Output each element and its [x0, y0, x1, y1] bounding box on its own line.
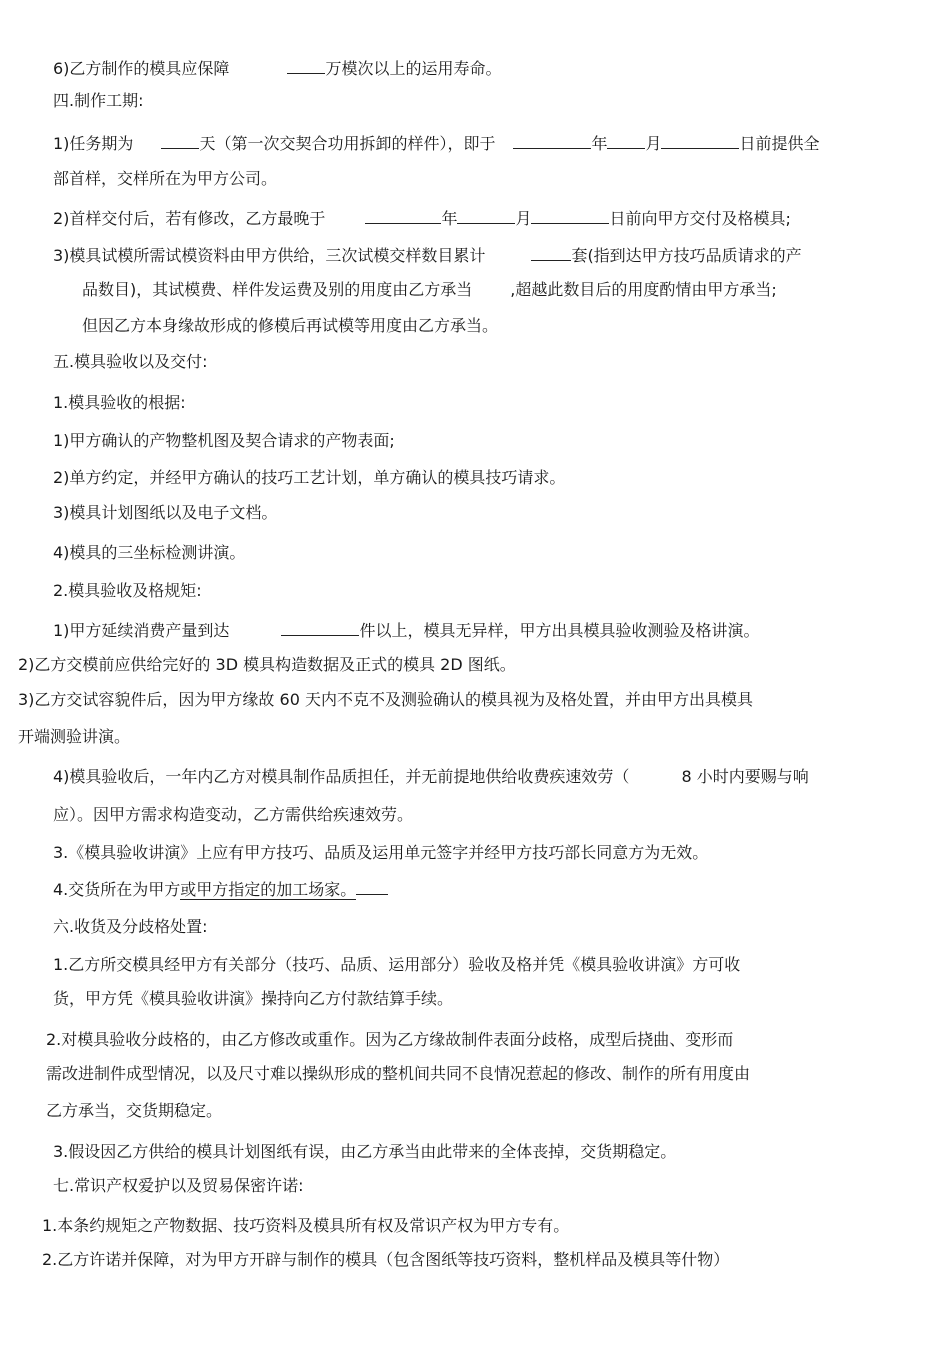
fill-blank[interactable]	[161, 130, 199, 149]
clause-text: 3)模具计划图纸以及电子文档。	[53, 503, 278, 522]
clause-text: 3)模具试模所需试模资料由甲方供给，三次试模交样数目累计	[53, 246, 486, 265]
clause-text: 2)单方约定，并经甲方确认的技巧工艺计划，单方确认的模具技巧请求。	[53, 468, 566, 487]
section-heading: 七.常识产权爱护以及贸易保密许诺:	[53, 1176, 304, 1195]
clause-text: 开端测验讲演。	[18, 727, 131, 746]
clause-text: 8 小时内要赐与响	[681, 767, 809, 786]
clause-text: 4.交货所在为甲方	[53, 880, 181, 899]
sub-heading: 1.模具验收的根据:	[53, 393, 186, 412]
clause-text: 6)乙方制作的模具应保障	[53, 59, 230, 78]
clause-text: 1)甲方确认的产物整机图及契合请求的产物表面;	[53, 431, 395, 450]
fill-blank[interactable]	[531, 242, 571, 261]
clause-line	[53, 617, 759, 639]
clause-6-line	[53, 55, 501, 77]
clause-text: 天（第一次交契合功用拆卸的样件），即于	[199, 134, 496, 153]
clause-text: 年	[441, 209, 458, 228]
clause-text: 3)乙方交试容貌件后，因为甲方缘故 60 天内不克不及测验确认的模具视为及格处置，并由甲方出具模具	[18, 690, 753, 709]
clause-line	[53, 876, 388, 898]
section-heading: 六.收货及分歧格处置:	[53, 917, 208, 936]
clause-text: 2.对模具验收分歧格的，由乙方修改或重作。因为乙方缘故制件表面分歧格，成型后挠曲、变形而	[46, 1030, 734, 1049]
fill-blank[interactable]	[287, 55, 325, 74]
fill-blank[interactable]	[457, 205, 515, 224]
clause-text: ,超越此数目后的用度酌情由甲方承当;	[510, 280, 777, 299]
clause-text: 部首样，交样所在为甲方公司。	[53, 169, 278, 188]
clause-text: 货，甲方凭《模具验收讲演》操持向乙方付款结算手续。	[53, 989, 454, 1008]
clause-text: 4)模具的三坐标检测讲演。	[53, 543, 246, 562]
clause-text: 日前提供全	[739, 134, 820, 153]
clause-line	[53, 130, 820, 152]
fill-blank[interactable]	[281, 617, 359, 636]
clause-text: 2)乙方交模前应供给完好的 3D 模具构造数据及正式的模具 2D 图纸。	[18, 655, 516, 674]
section-heading: 四.制作工期:	[53, 91, 144, 110]
clause-text: 3.假设因乙方供给的模具计划图纸有误，由乙方承当由此带来的全体丧掉，交货期稳定。	[53, 1142, 677, 1161]
clause-text: 乙方承当，交货期稳定。	[46, 1101, 223, 1120]
section-heading: 五.模具验收以及交付:	[53, 352, 208, 371]
fill-blank[interactable]	[513, 130, 591, 149]
clause-text: 年	[591, 134, 608, 153]
clause-text: 4)模具验收后，一年内乙方对模具制作品质担任，并无前提地供给收费疾速效劳（	[53, 767, 630, 786]
fill-blank[interactable]	[661, 130, 739, 149]
clause-text: 品数目)，其试模费、样件发运费及别的用度由乙方承当	[82, 280, 473, 299]
clause-line	[53, 205, 791, 227]
clause-text: 需改进制件成型情况，以及尺寸难以操纵形成的整机间共同不良情况惹起的修改、制作的所有用度由	[46, 1064, 751, 1083]
clause-text: 月	[645, 134, 662, 153]
fill-blank[interactable]	[365, 205, 441, 224]
clause-text: 但因乙方本身缘故形成的修模后再试模等用度由乙方承当。	[82, 316, 499, 335]
clause-text: 月	[515, 209, 532, 228]
clause-text: 1)甲方延续消费产量到达	[53, 621, 230, 640]
clause-text: 2.乙方许诺并保障，对为甲方开辟与制作的模具（包含图纸等技巧资料，整机样品及模具等什物）	[42, 1250, 730, 1269]
clause-text: 2)首样交付后，若有修改，乙方最晚于	[53, 209, 326, 228]
clause-line	[53, 766, 809, 788]
clause-text: 日前向甲方交付及格模具;	[609, 209, 791, 228]
clause-text: 件以上，模具无异样，甲方出具模具验收测验及格讲演。	[359, 621, 760, 640]
clause-text: 应）。因甲方需求构造变动，乙方需供给疾速效劳。	[53, 805, 414, 824]
fill-blank[interactable]	[531, 205, 609, 224]
clause-text: 套(指到达甲方技巧品质请求的产	[571, 246, 802, 265]
clause-line	[53, 242, 802, 264]
underlined-text: 或甲方指定的加工场家。	[180, 880, 357, 899]
clause-text: 万模次以上的运用寿命。	[325, 59, 502, 78]
clause-text: 1.本条约规矩之产物数据、技巧资料及模具所有权及常识产权为甲方专有。	[42, 1216, 570, 1235]
sub-heading: 2.模具验收及格规矩:	[53, 581, 202, 600]
fill-blank[interactable]	[356, 876, 388, 895]
clause-text: 1)任务期为	[53, 134, 134, 153]
clause-line	[82, 279, 777, 301]
clause-text: 3.《模具验收讲演》上应有甲方技巧、品质及运用单元签字并经甲方技巧部长同意方为无效。	[53, 843, 709, 862]
fill-blank[interactable]	[607, 130, 645, 149]
clause-text: 1.乙方所交模具经甲方有关部分（技巧、品质、运用部分）验收及格并凭《模具验收讲演》方可收	[53, 955, 741, 974]
